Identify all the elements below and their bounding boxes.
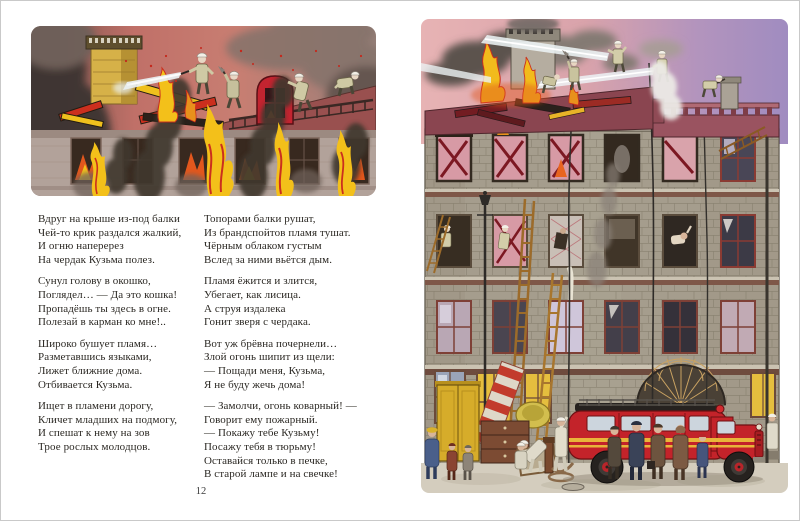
manhole	[562, 484, 584, 491]
poem-line: Вслед за ними вьётся дым.	[204, 253, 333, 266]
poem-line: Сунул голову в окошко,	[38, 275, 151, 288]
stripe	[569, 445, 763, 448]
poem-line: Лижет ближние дома.	[38, 364, 143, 377]
truck-wheel	[724, 452, 754, 482]
stanza	[38, 275, 181, 329]
poem-line: Полезай в карман ко мне!..	[38, 316, 166, 329]
poem-line: Трое рослых молодцов.	[38, 440, 151, 453]
poem-line: И огню наперерез	[38, 240, 124, 253]
poem-line: Гонит зверя с чердака.	[204, 316, 311, 329]
poem-line: Пропадёшь ты здесь в огне.	[38, 302, 171, 315]
poem-line: Топорами балки рушат,	[204, 213, 316, 225]
poem-line: Я не буду жечь дома!	[204, 378, 306, 391]
stripe	[569, 438, 763, 442]
poem-line: — Покажу тебе Кузьму!	[204, 427, 320, 440]
poem-line: Ищет в пламени дорогу,	[38, 400, 154, 413]
building-rescue-scene	[421, 19, 788, 493]
poem-line: Чёрным облаком густым	[204, 240, 322, 253]
poem-line: — Пощади меня, Кузьма,	[204, 364, 326, 377]
page-number: 12	[195, 486, 207, 497]
poem-line: — Замолчи, огонь коварный! —	[204, 400, 357, 413]
poem-line: Убегает, как лисица.	[204, 288, 302, 301]
poem-line: Пламя ёжится и злится,	[204, 275, 318, 288]
stanza	[204, 275, 357, 329]
stanza	[38, 338, 181, 392]
headlight	[756, 424, 762, 430]
poem-line: И спешат к нему на зов	[38, 427, 150, 440]
right-page-illustration	[421, 19, 788, 493]
bumper	[753, 457, 765, 462]
poem-line: Поглядел… — Да это кошка!	[38, 288, 178, 301]
stanza	[38, 400, 181, 454]
poem-line: Разметавшись языками,	[38, 351, 152, 364]
stanza	[38, 213, 181, 267]
poem-line: А струя издалека	[204, 302, 286, 315]
lit-window	[751, 373, 775, 417]
poem-line: Широко бушует пламя…	[38, 337, 158, 350]
poem-line: Чей-то крик раздался жалкий,	[38, 226, 182, 239]
poem-line: В старой лампе и на свечке!	[204, 468, 338, 481]
beacon-light	[716, 405, 724, 413]
poem-line: Посажу тебя в тюрьму!	[204, 440, 316, 453]
poem-line: На чердак Кузьма полез.	[38, 253, 155, 266]
poem-line: Говорит ему пожарный.	[204, 413, 318, 426]
side-windows	[587, 416, 709, 431]
chimney	[86, 36, 142, 104]
stanza	[204, 213, 357, 267]
poem-line: Оставайся только в печке,	[204, 454, 328, 467]
stanza	[204, 400, 357, 482]
poem-line: Отбивается Кузьма.	[38, 378, 133, 391]
poem-column-left	[38, 213, 181, 463]
poem-line: Вот уж брёвна почернели…	[204, 337, 338, 350]
windshield	[717, 421, 735, 434]
poem-line: Кличет младших на подмогу,	[38, 413, 178, 426]
left-page-illustration	[31, 26, 376, 196]
poem-column-right	[204, 213, 357, 490]
stanza	[204, 338, 357, 392]
poem-line: Злой огонь шипит из щели:	[204, 351, 335, 364]
rooftop-fire-scene	[31, 26, 376, 196]
poem-line: Из брандспойтов пламя тушат.	[204, 226, 351, 239]
poem-line: Вдруг на крыше из-под балки	[38, 213, 180, 225]
